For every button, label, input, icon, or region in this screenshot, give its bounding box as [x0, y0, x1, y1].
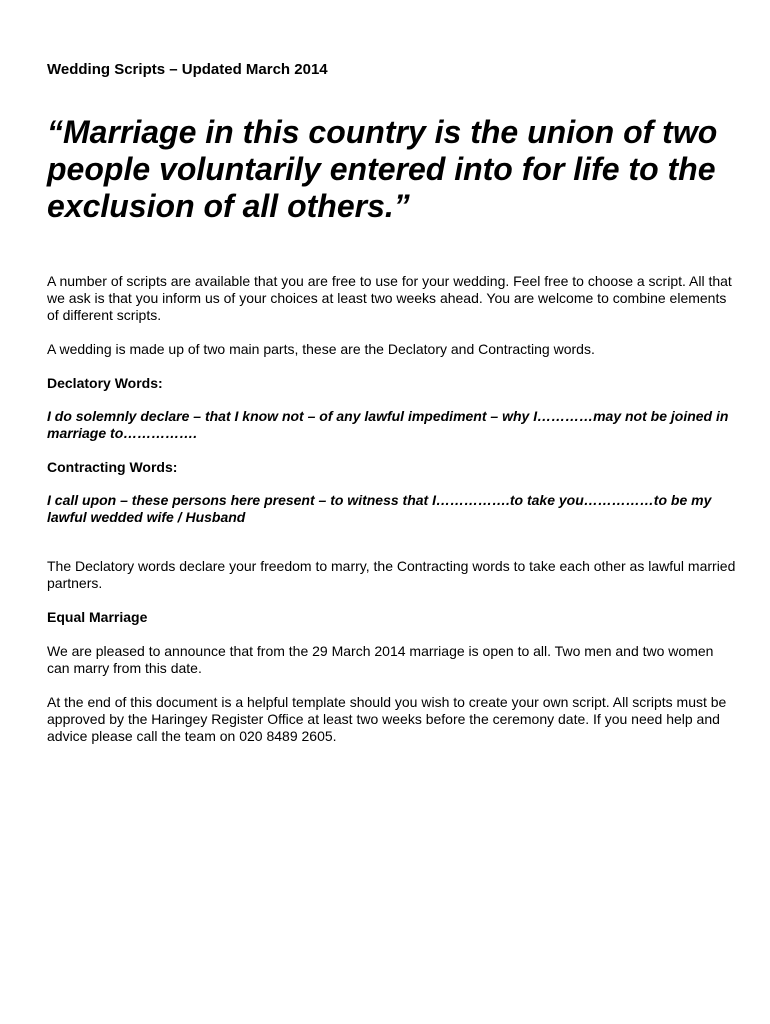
intro-paragraph: A number of scripts are available that you are free to use for your wedding. Feel free to choose a script. All that we ask is that you inform us of your choices at least two weeks ahead. You are welcome to combine elements of different scripts.: [47, 273, 732, 323]
declatory-words-text: I do solemnly declare – that I know not – of any lawful impediment – why I…………may not be joined in marriage to…………….: [47, 408, 729, 441]
explanation-paragraph: The Declatory words declare your freedom to marry, the Contracting words to take each other as lawful married partners.: [47, 558, 736, 591]
equal-marriage-paragraph: We are pleased to announce that from the 29 March 2014 marriage is open to all. Two men and two women can marry from this date.: [47, 643, 714, 676]
contracting-words-text: I call upon – these persons here present – to witness that I…………….to take you……………to be my lawful wedded wife / Husband: [47, 492, 712, 525]
equal-marriage-heading: Equal Marriage: [47, 609, 148, 625]
declatory-heading: Declatory Words:: [47, 375, 163, 391]
wedding-parts-paragraph: A wedding is made up of two main parts, these are the Declatory and Contracting words.: [47, 341, 595, 357]
marriage-definition-quote: “Marriage in this country is the union of two people voluntarily entered into for life to the exclusion of all others.”: [47, 114, 718, 224]
closing-paragraph: At the end of this document is a helpful template should you wish to create your own script. All scripts must be approved by the Haringey Register Office at least two weeks before the ceremony date. If you need help and advice please call the team on 020 8489 2605.: [47, 694, 727, 744]
contracting-heading: Contracting Words:: [47, 459, 178, 475]
document-title: Wedding Scripts – Updated March 2014: [47, 61, 328, 78]
